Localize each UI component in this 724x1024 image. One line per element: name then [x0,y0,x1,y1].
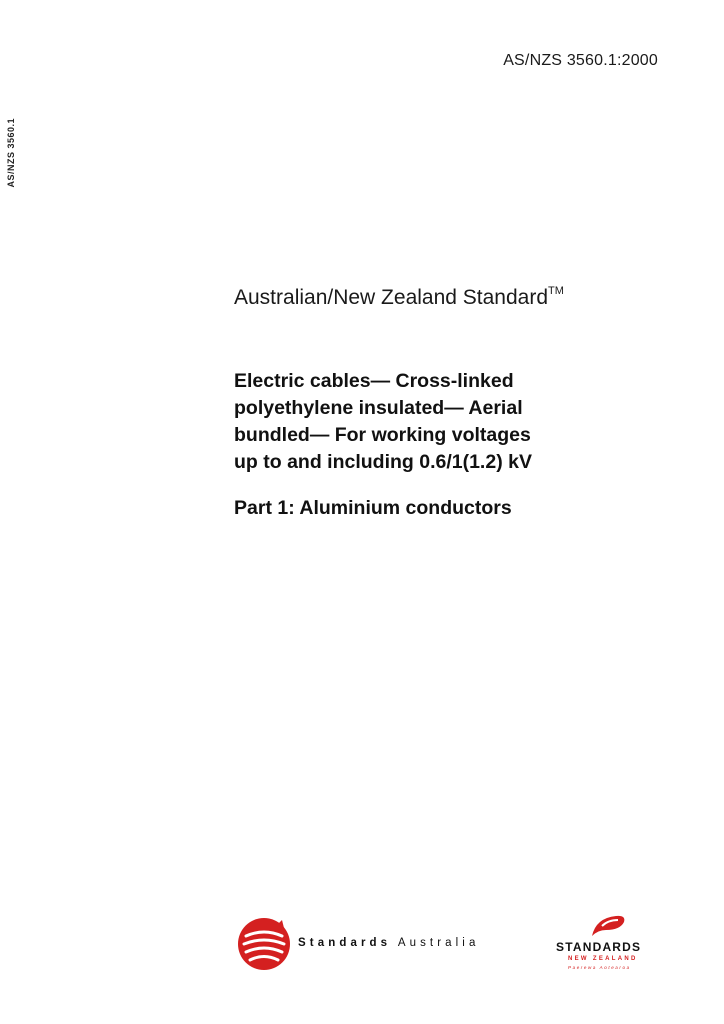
spine-label: AS/NZS 3560.1 [6,118,16,188]
standard-type-label: Australian/New Zealand Standard [234,286,549,309]
standard-type-heading [234,286,564,310]
sa-name-bold: Standards [298,937,392,949]
standards-new-zealand-name: STANDARDS [556,940,642,954]
standards-australia-name [298,937,479,949]
title-line-3: bundled— For working voltages [234,424,531,446]
standards-new-zealand-subtitle: NEW ZEALAND [568,956,638,962]
part-title: Part 1: Aluminium conductors [234,497,512,519]
sa-name-regular: Australia [397,937,480,949]
document-number: AS/NZS 3560.1:2000 [503,52,658,69]
title-line-4: up to and including 0.6/1(1.2) kV [234,451,532,473]
title-line-2: polyethylene insulated— Aerial [234,397,523,419]
title-line-1: Electric cables— Cross-linked [234,370,514,392]
standards-new-zealand-logo-icon [586,912,630,940]
standards-new-zealand-tagline: Paerewa Aotearoa [568,965,631,970]
document-title [234,368,674,476]
standards-australia-logo-icon [236,916,292,972]
trademark-mark: TM [548,285,564,297]
